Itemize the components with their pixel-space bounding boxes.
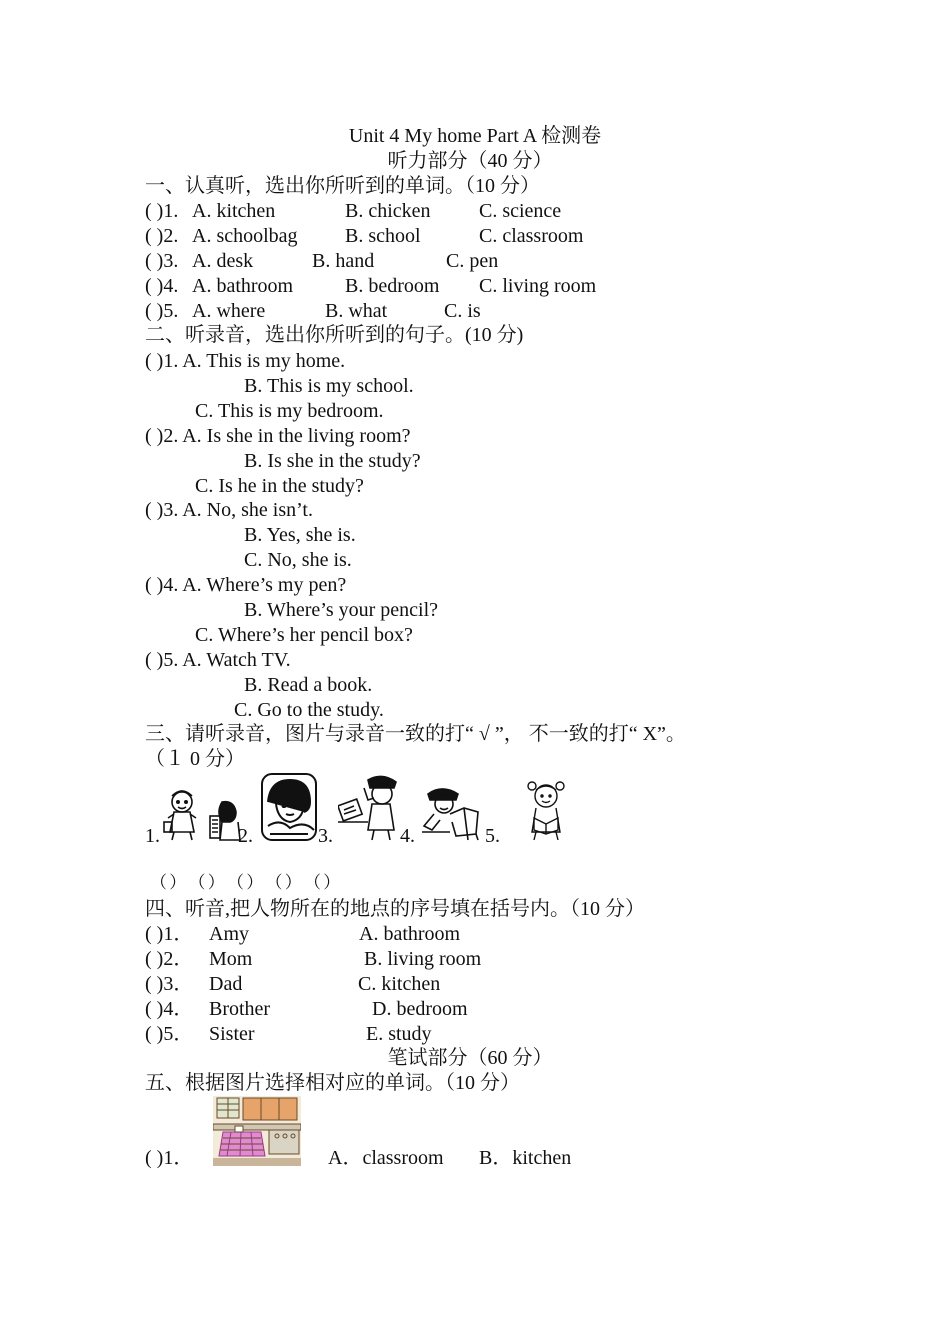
sentence-option-c: C. This is my bedroom. — [195, 400, 384, 422]
boy-on-telephone-illustration — [338, 770, 402, 842]
sentence-option-c: C. Is he in the study? — [195, 475, 364, 497]
option-b: B. what — [325, 300, 388, 322]
girl-sleeping-illustration — [260, 772, 318, 842]
boy-washing-illustration — [420, 786, 482, 842]
person-name: Brother — [209, 998, 271, 1020]
section-2-heading: 二、听录音，选出你所听到的句子。(10 分) — [145, 324, 524, 346]
answer-bracket[interactable]: ( )2． — [145, 948, 194, 970]
section-5-heading: 五、根据图片选择相对应的单词。（10 分） — [145, 1072, 520, 1094]
picture-answer-brackets[interactable]: （ ） （ ） （ ） （ ） （ ） — [150, 873, 341, 892]
answer-bracket[interactable]: ( )3. — [145, 250, 179, 272]
option-a: A．classroom — [328, 1147, 444, 1169]
section-3-heading: 三、请听录音，图片与录音一致的打“ √ ”， 不一致的打“ X”。 — [145, 723, 686, 745]
answer-bracket[interactable]: ( )1． — [145, 1147, 194, 1169]
picture-label-5: 5. — [485, 825, 500, 847]
place-option: C. kitchen — [358, 973, 441, 995]
answer-bracket[interactable]: ( )1. — [145, 200, 179, 222]
document-title: Unit 4 My home Part A 检测卷 — [348, 125, 602, 147]
option-a: A. desk — [192, 250, 254, 272]
answer-bracket[interactable]: ( )1． — [145, 923, 194, 945]
girl-reading-book-illustration — [522, 778, 570, 842]
option-b: B．kitchen — [479, 1147, 572, 1169]
option-c: C. living room — [479, 275, 597, 297]
option-b: B. chicken — [345, 200, 431, 222]
answer-bracket[interactable]: ( )2. — [145, 225, 179, 247]
option-a: A. schoolbag — [192, 225, 298, 247]
sentence-option-b: B. Is she in the study? — [244, 450, 421, 472]
option-b: B. bedroom — [345, 275, 440, 297]
option-b: B. school — [345, 225, 421, 247]
sentence-question-1: ( )1. A. This is my home. — [145, 350, 346, 372]
place-option: B. living room — [364, 948, 482, 970]
option-c: C. is — [444, 300, 481, 322]
option-c: C. classroom — [479, 225, 584, 247]
sentence-question-2: ( )2. A. Is she in the living room? — [145, 425, 411, 447]
place-option: E. study — [366, 1023, 432, 1045]
answer-bracket[interactable]: ( )5． — [145, 1023, 194, 1045]
option-b: B. hand — [312, 250, 375, 272]
person-at-computer-illustration — [208, 798, 242, 842]
sentence-question-4: ( )4. A. Where’s my pen? — [145, 574, 347, 596]
option-a: A. bathroom — [192, 275, 294, 297]
person-name: Amy — [209, 923, 249, 945]
section-4-heading: 四、听音,把人物所在的地点的序号填在括号内。（10 分） — [145, 898, 645, 920]
place-option: D. bedroom — [372, 998, 468, 1020]
sentence-option-c: C. Where’s her pencil box? — [195, 624, 413, 646]
person-name: Dad — [209, 973, 243, 995]
option-a: A. where — [192, 300, 266, 322]
place-option: A. bathroom — [359, 923, 461, 945]
answer-bracket[interactable]: ( )3． — [145, 973, 194, 995]
sentence-option-c: C. Go to the study. — [234, 699, 384, 721]
listening-section-header: 听力部分（40 分） — [387, 150, 553, 172]
picture-label-3: 3. — [318, 825, 333, 847]
sentence-option-b: B. Read a book. — [244, 674, 373, 696]
person-name: Sister — [209, 1023, 255, 1045]
section-3-heading-score: （１ 0 分） — [145, 748, 245, 770]
picture-label-1: 1. — [145, 825, 160, 847]
sentence-question-3: ( )3. A. No, she isn’t. — [145, 499, 313, 521]
kitchen-illustration — [213, 1096, 301, 1166]
answer-bracket[interactable]: ( )4. — [145, 275, 179, 297]
writing-section-header: 笔试部分（60 分） — [387, 1047, 553, 1069]
picture-label-2: 2. — [238, 825, 253, 847]
picture-label-4: 4. — [400, 825, 415, 847]
sentence-option-b: B. Yes, she is. — [244, 524, 356, 546]
person-name: Mom — [209, 948, 253, 970]
sentence-question-5: ( )5. A. Watch TV. — [145, 649, 291, 671]
section-1-heading: 一、认真听，选出你所听到的单词。（10 分） — [145, 175, 540, 197]
answer-bracket[interactable]: ( )5. — [145, 300, 179, 322]
option-c: C. pen — [446, 250, 499, 272]
sentence-option-b: B. This is my school. — [244, 375, 414, 397]
girl-with-phone-illustration — [160, 788, 204, 842]
answer-bracket[interactable]: ( )4． — [145, 998, 194, 1020]
sentence-option-c: C. No, she is. — [244, 549, 352, 571]
option-c: C. science — [479, 200, 562, 222]
option-a: A. kitchen — [192, 200, 276, 222]
sentence-option-b: B. Where’s your pencil? — [244, 599, 439, 621]
